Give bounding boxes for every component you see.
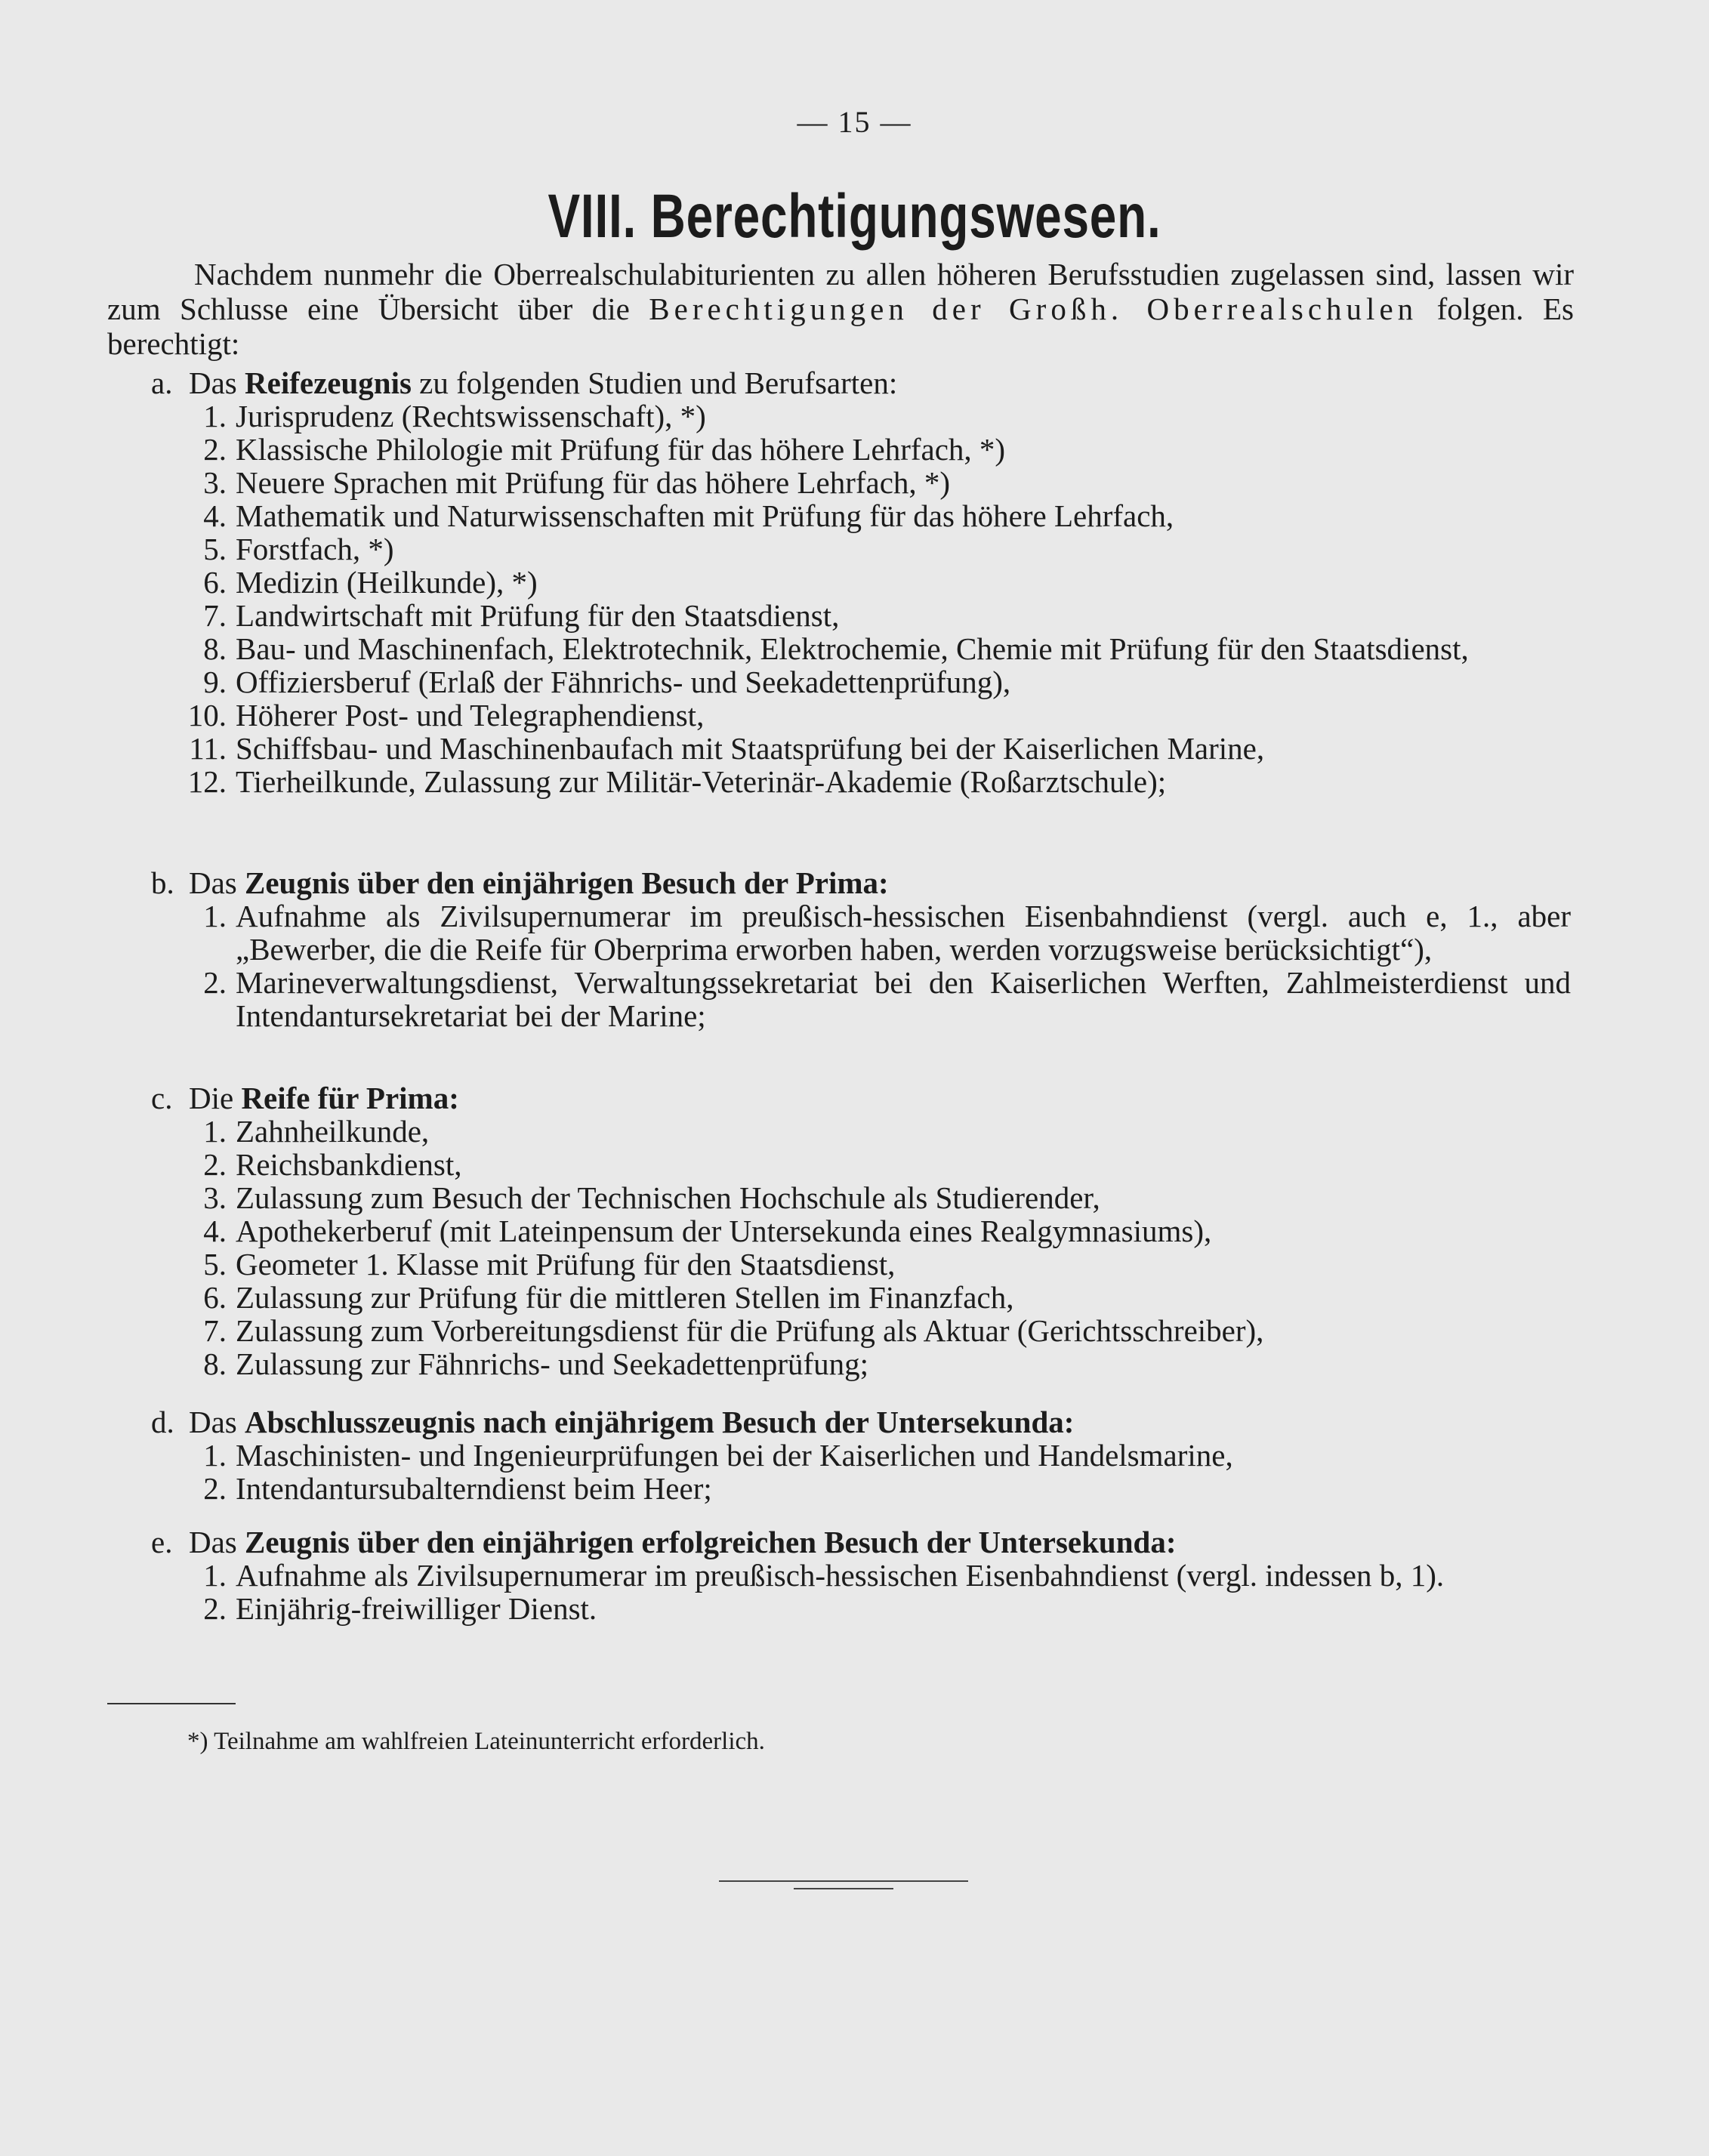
list-item: [151, 1181, 1571, 1214]
item-text: Bau- und Maschinenfach, Elektrotechnik, Elektrochemie, Chemie mit Prüfung für den Staatsdienst,: [236, 631, 1469, 666]
page-number: — 15 —: [797, 105, 912, 139]
item-list: [151, 1559, 1571, 1625]
item-text: Landwirtschaft mit Prüfung für den Staatsdienst,: [236, 598, 840, 633]
intro-text-2: folgen. Es berechtigt:: [107, 291, 1574, 361]
list-item: [151, 1439, 1571, 1472]
item-number: 8.: [203, 631, 227, 666]
section-suffix: zu folgenden Studien und Berufsarten:: [411, 366, 898, 400]
item-number: 10.: [187, 698, 227, 733]
section-c: [151, 1081, 1571, 1380]
item-number: 1.: [203, 1438, 227, 1473]
item-number: 2.: [203, 1591, 227, 1626]
item-text: Zulassung zur Fähnrichs- und Seekadettenprüfung;: [236, 1346, 869, 1381]
item-text: Zulassung zur Prüfung für die mittleren Stellen im Finanzfach,: [236, 1280, 1014, 1315]
item-text: Höherer Post- und Telegraphendienst,: [236, 698, 705, 733]
section-label: Abschlusszeugnis nach einjährigem Besuch der Untersekunda:: [245, 1405, 1075, 1439]
list-item: [151, 466, 1571, 499]
item-text: Offiziersberuf (Erlaß der Fähnrichs- und Seekadettenprüfung),: [236, 665, 1011, 699]
list-item: [151, 1148, 1571, 1181]
section-letter: e.: [151, 1525, 173, 1559]
item-number: 4.: [203, 1214, 227, 1248]
section-e: [151, 1525, 1571, 1625]
item-number: 9.: [203, 665, 227, 699]
section-heading: [151, 1405, 1571, 1439]
item-number: 2.: [203, 965, 227, 1000]
item-text: Apothekerberuf (mit Lateinpensum der Untersekunda eines Realgymnasiums),: [236, 1214, 1212, 1248]
item-number: 1.: [203, 1558, 227, 1593]
item-list: [151, 1439, 1571, 1505]
item-text: Aufnahme als Zivilsupernumerar im preußisch-hessischen Eisenbahndienst (vergl. auch e, 1., aber „Bewerber, die die Reife für Oberprima erworben haben, werden vorzugsweise berücksichtigt“),: [236, 899, 1571, 967]
item-number: 1.: [203, 899, 227, 933]
footnote-rule: [107, 1703, 236, 1704]
item-number: 6.: [203, 1280, 227, 1315]
list-item: [151, 765, 1571, 798]
item-text: Forstfach, *): [236, 532, 394, 566]
section-prefix: Das: [189, 1525, 245, 1559]
list-item: [151, 1314, 1571, 1347]
section-label: Reifezeugnis: [245, 366, 412, 400]
item-text: Intendantursubalterndienst beim Heer;: [236, 1471, 712, 1506]
section-letter: a.: [151, 366, 173, 400]
item-number: 2.: [203, 1471, 227, 1506]
item-number: 4.: [203, 498, 227, 533]
item-list: [151, 1115, 1571, 1380]
list-item: [151, 1281, 1571, 1314]
item-text: Medizin (Heilkunde), *): [236, 565, 538, 600]
item-list: [151, 399, 1571, 798]
list-item: [151, 1592, 1571, 1625]
section-title: VIII. Berechtigungswesen.: [548, 182, 1161, 251]
section-label: Reife für Prima:: [241, 1081, 459, 1115]
item-text: Geometer 1. Klasse mit Prüfung für den Staatsdienst,: [236, 1247, 896, 1282]
section-prefix: Das: [189, 1405, 245, 1439]
section-label: Zeugnis über den einjährigen erfolgreichen Besuch der Untersekunda:: [245, 1525, 1177, 1559]
item-number: 1.: [203, 1114, 227, 1149]
item-list: [151, 899, 1571, 1032]
item-number: 5.: [203, 1247, 227, 1282]
item-number: 2.: [203, 1147, 227, 1182]
list-item: [151, 732, 1571, 765]
item-text: Mathematik und Naturwissenschaften mit Prüfung für das höhere Lehrfach,: [236, 498, 1174, 533]
item-number: 7.: [203, 598, 227, 633]
item-number: 7.: [203, 1313, 227, 1348]
section-a: [151, 366, 1571, 798]
section-letter: d.: [151, 1405, 174, 1439]
item-text: Klassische Philologie mit Prüfung für das höhere Lehrfach, *): [236, 432, 1006, 467]
section-prefix: Das: [189, 366, 245, 400]
item-number: 3.: [203, 1180, 227, 1215]
item-number: 6.: [203, 565, 227, 600]
section-heading: [151, 1081, 1571, 1115]
section-prefix: Das: [189, 865, 245, 900]
section-prefix: Die: [189, 1081, 242, 1115]
item-number: 5.: [203, 532, 227, 566]
list-item: [151, 665, 1571, 699]
footnote: *) Teilnahme am wahlfreien Lateinunterricht erforderlich.: [187, 1728, 765, 1755]
list-item: [151, 699, 1571, 732]
section-letter: b.: [151, 865, 174, 900]
item-text: Zulassung zum Besuch der Technischen Hochschule als Studierender,: [236, 1180, 1100, 1215]
section-heading: [151, 1525, 1571, 1559]
list-item: [151, 566, 1571, 599]
section-letter: c.: [151, 1081, 173, 1115]
end-ornament: [719, 1880, 968, 1895]
section-b: [151, 866, 1571, 1032]
item-text: Reichsbankdienst,: [236, 1147, 462, 1182]
list-item: [151, 1214, 1571, 1248]
intro-spaced-text: Berechtigungen der Großh. Oberrealschulen: [649, 291, 1418, 326]
list-item: [151, 1248, 1571, 1281]
item-text: Einjährig-freiwilliger Dienst.: [236, 1591, 597, 1626]
section-heading: [151, 866, 1571, 899]
item-text: Zahnheilkunde,: [236, 1114, 430, 1149]
item-number: 12.: [187, 764, 227, 799]
item-text: Aufnahme als Zivilsupernumerar im preußisch-hessischen Eisenbahndienst (vergl. indessen b, 1).: [236, 1558, 1445, 1593]
item-text: Tierheilkunde, Zulassung zur Militär-Veterinär-Akademie (Roßarztschule);: [236, 764, 1167, 799]
list-item: [151, 1347, 1571, 1380]
list-item: [151, 499, 1571, 532]
list-item: [151, 1472, 1571, 1505]
list-item: [151, 1559, 1571, 1592]
item-text: Zulassung zum Vorbereitungsdienst für die Prüfung als Aktuar (Gerichtsschreiber),: [236, 1313, 1264, 1348]
section-label: Zeugnis über den einjährigen Besuch der Prima:: [245, 865, 889, 900]
item-number: 1.: [203, 399, 227, 433]
list-item: [151, 632, 1571, 665]
item-text: Schiffsbau- und Maschinenbaufach mit Staatsprüfung bei der Kaiserlichen Marine,: [236, 731, 1265, 766]
list-item: [151, 599, 1571, 632]
item-number: 3.: [203, 465, 227, 500]
item-number: 8.: [203, 1346, 227, 1381]
item-text: Marineverwaltungsdienst, Verwaltungssekretariat bei den Kaiserlichen Werften, Zahlmeisterdienst und Intendantursekretariat bei der Marine;: [236, 965, 1571, 1033]
item-text: Maschinisten- und Ingenieurprüfungen bei der Kaiserlichen und Handelsmarine,: [236, 1438, 1233, 1473]
item-text: Jurisprudenz (Rechtswissenschaft), *): [236, 399, 706, 433]
intro-paragraph: [107, 257, 1574, 361]
list-item: [151, 532, 1571, 566]
list-item: [151, 399, 1571, 433]
section-heading: [151, 366, 1571, 399]
intro-text-1: Nachdem nunmehr die Oberrealschulabiturienten zu allen höheren Berufsstudien zugelassen sind, lassen wir zum Schlusse eine Übersicht über die: [107, 257, 1574, 326]
item-number: 2.: [203, 432, 227, 467]
item-number: 11.: [189, 731, 227, 766]
list-item: [151, 966, 1571, 1032]
section-d: [151, 1405, 1571, 1505]
list-item: [151, 899, 1571, 966]
item-text: Neuere Sprachen mit Prüfung für das höhere Lehrfach, *): [236, 465, 951, 500]
list-item: [151, 1115, 1571, 1148]
list-item: [151, 433, 1571, 466]
